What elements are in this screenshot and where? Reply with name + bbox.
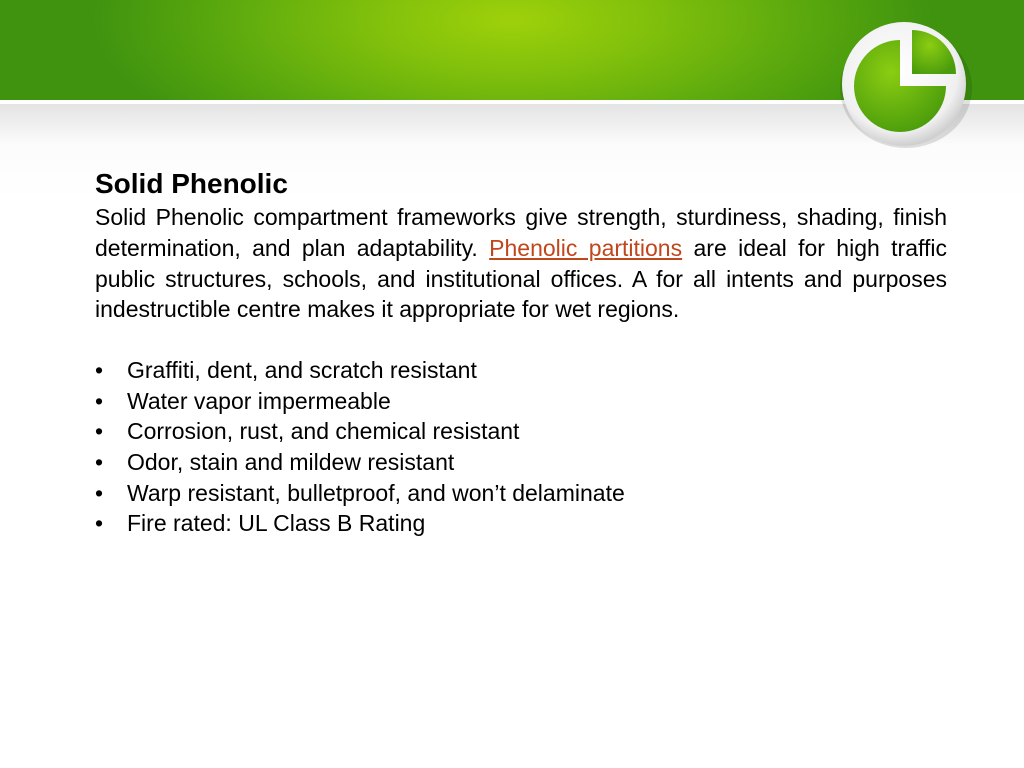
list-item	[95, 355, 947, 386]
list-item	[95, 416, 947, 447]
list-item	[95, 386, 947, 417]
phenolic-partitions-link[interactable]: Phenolic partitions	[489, 234, 683, 261]
section-paragraph	[95, 202, 947, 325]
list-item-text: Water vapor impermeable	[127, 387, 391, 414]
list-item	[95, 508, 947, 539]
paragraph-text-1: Solid Phenolic compartment frameworks give strength, sturdiness, shading, finish determination, and plan adaptability.	[95, 204, 947, 261]
list-item-text: Corrosion, rust, and chemical resistant	[127, 418, 520, 445]
pie-chart-icon	[836, 18, 982, 152]
bullet-icon: •	[95, 479, 104, 506]
content-block	[95, 166, 947, 539]
list-item-text: Odor, stain and mildew resistant	[127, 448, 455, 475]
section-title: Solid Phenolic	[95, 168, 288, 199]
paragraph-text-2: are ideal for high traffic public structures, schools, and institutional offices. A for all intents and purposes indestructible centre makes it appropriate for wet regions.	[95, 234, 947, 323]
feature-list	[95, 355, 947, 539]
list-item	[95, 478, 947, 509]
bullet-icon: •	[95, 418, 104, 445]
bullet-icon: •	[95, 357, 104, 384]
list-item	[95, 447, 947, 478]
list-item-text: Graffiti, dent, and scratch resistant	[127, 357, 477, 384]
list-item-text: Warp resistant, bulletproof, and won’t delaminate	[127, 479, 625, 506]
bullet-icon: •	[95, 448, 104, 475]
bullet-icon: •	[95, 510, 104, 537]
bullet-icon: •	[95, 387, 104, 414]
list-item-text: Fire rated: UL Class B Rating	[127, 510, 426, 537]
